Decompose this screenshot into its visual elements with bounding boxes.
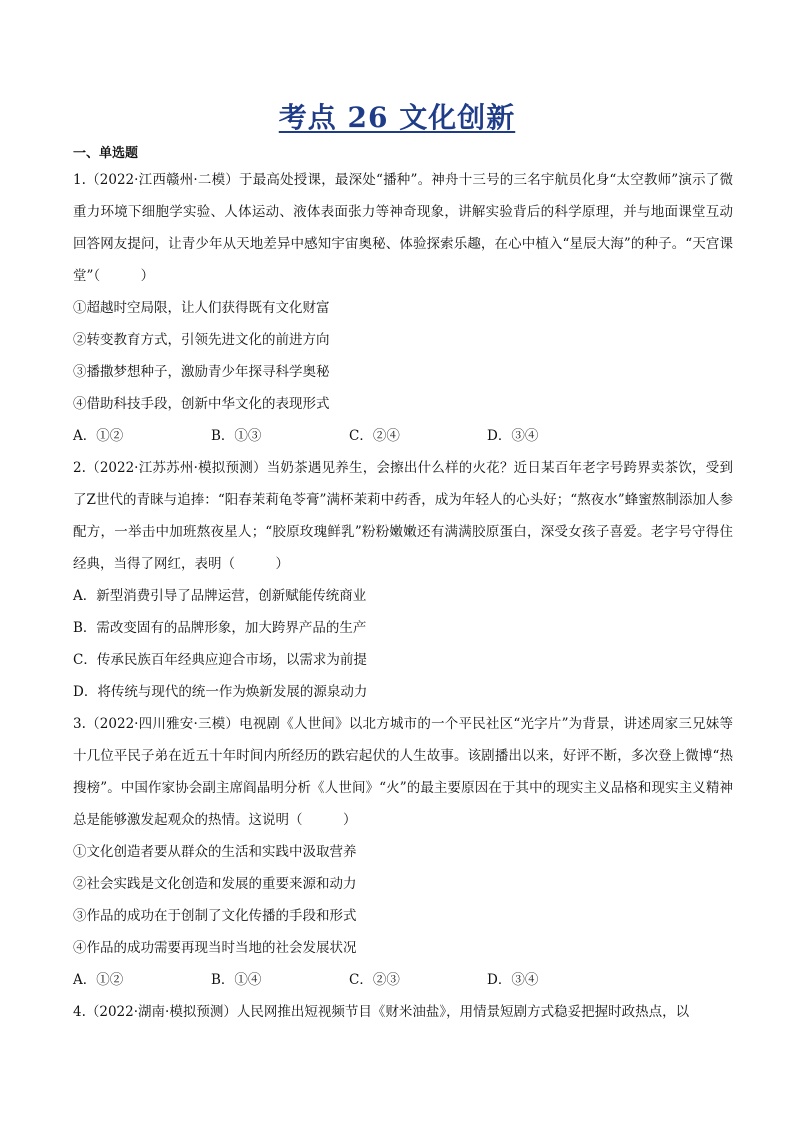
statement-item: ④借助科技手段，创新中华文化的表现形式: [73, 396, 330, 412]
option-a[interactable]: A．①②: [73, 972, 124, 988]
question-2: [73, 452, 733, 708]
option-c[interactable]: C．传承民族百年经典应迎合市场，以需求为前提: [73, 652, 367, 668]
option-a[interactable]: A．①②: [73, 428, 124, 444]
answer-options: [73, 420, 733, 452]
statement-item: ④作品的成功需要再现当时当地的社会发展状况: [73, 940, 357, 956]
option-d[interactable]: D．将传统与现代的统一作为焕新发展的源泉动力: [73, 684, 368, 700]
option-c[interactable]: C．②③: [349, 972, 400, 988]
page-title: 考点 26 文化创新: [278, 101, 516, 134]
statement-item: ①文化创造者要从群众的生活和实践中汲取营养: [73, 844, 357, 860]
question-stem: 1.（2022·江西赣州·二模）于最高处授课，最深处“播种”。神舟十三号的三名宇航员化身“太空教师”演示了微重力环境下细胞学实验、人体运动、液体表面张力等神奇现象，讲解实验背后的科学原理，并与地面课堂互动回答网友提问，让青少年从天地差异中感知宇宙奥秘、体验探索乐趣，在心中植入“星辰大海”的种子。“天宫课堂”（ ）: [73, 172, 733, 284]
section-heading: 一、单选题: [73, 146, 139, 161]
question-stem: 3.（2022·四川雅安·三模）电视剧《人世间》以北方城市的一个平民社区“光字片”为背景，讲述周家三兄妹等十几位平民子弟在近五十年时间内所经历的跌宕起伏的人生故事。该剧播出以来，好评不断，多次登上微博“热搜榜”。中国作家协会副主席阎晶明分析《人世间》“火”的最主要原因在于其中的现实主义品格和现实主义精神总是能够激发起观众的热情。这说明（ ）: [73, 716, 733, 828]
option-a[interactable]: A．新型消费引导了品牌运营，创新赋能传统商业: [73, 588, 367, 604]
question-list: [73, 164, 733, 1028]
option-b[interactable]: B．①③: [211, 428, 262, 444]
option-b[interactable]: B．需改变固有的品牌形象，加大跨界产品的生产: [73, 620, 367, 636]
question-stem: 4.（2022·湖南·模拟预测）人民网推出短视频节目《财米油盐》，用情景短剧方式稳妥把握时政热点，以: [73, 1004, 690, 1020]
statement-item: ③作品的成功在于创制了文化传播的手段和形式: [73, 908, 357, 924]
statement-item: ②社会实践是文化创造和发展的重要来源和动力: [73, 876, 357, 892]
statement-item: ③播撒梦想种子，激励青少年探寻科学奥秘: [73, 364, 330, 380]
answer-options: [73, 964, 733, 996]
option-d[interactable]: D．③④: [487, 972, 539, 988]
question-stem: 2.（2022·江苏苏州·模拟预测）当奶茶遇见养生，会擦出什么样的火花？近日某百年老字号跨界卖茶饮，受到了Z世代的青睐与追捧：“阳春茉莉龟苓膏”满杯茉莉中药香，成为年轻人的心头好；“熬夜水”蜂蜜熬制添加人参配方，一举击中加班熬夜星人；“胶原玫瑰鲜乳”粉粉嫩嫩还有满满胶原蛋白，深受女孩子喜爱。老字号守得住经典，当得了网红，表明（ ）: [73, 460, 733, 572]
option-c[interactable]: C．②④: [349, 428, 400, 444]
question-3: [73, 708, 733, 996]
option-d[interactable]: D．③④: [487, 428, 539, 444]
statement-item: ①超越时空局限，让人们获得既有文化财富: [73, 300, 330, 316]
question-1: [73, 164, 733, 452]
option-b[interactable]: B．①④: [211, 972, 262, 988]
statement-item: ②转变教育方式，引领先进文化的前进方向: [73, 332, 330, 348]
question-4: [73, 996, 733, 1028]
